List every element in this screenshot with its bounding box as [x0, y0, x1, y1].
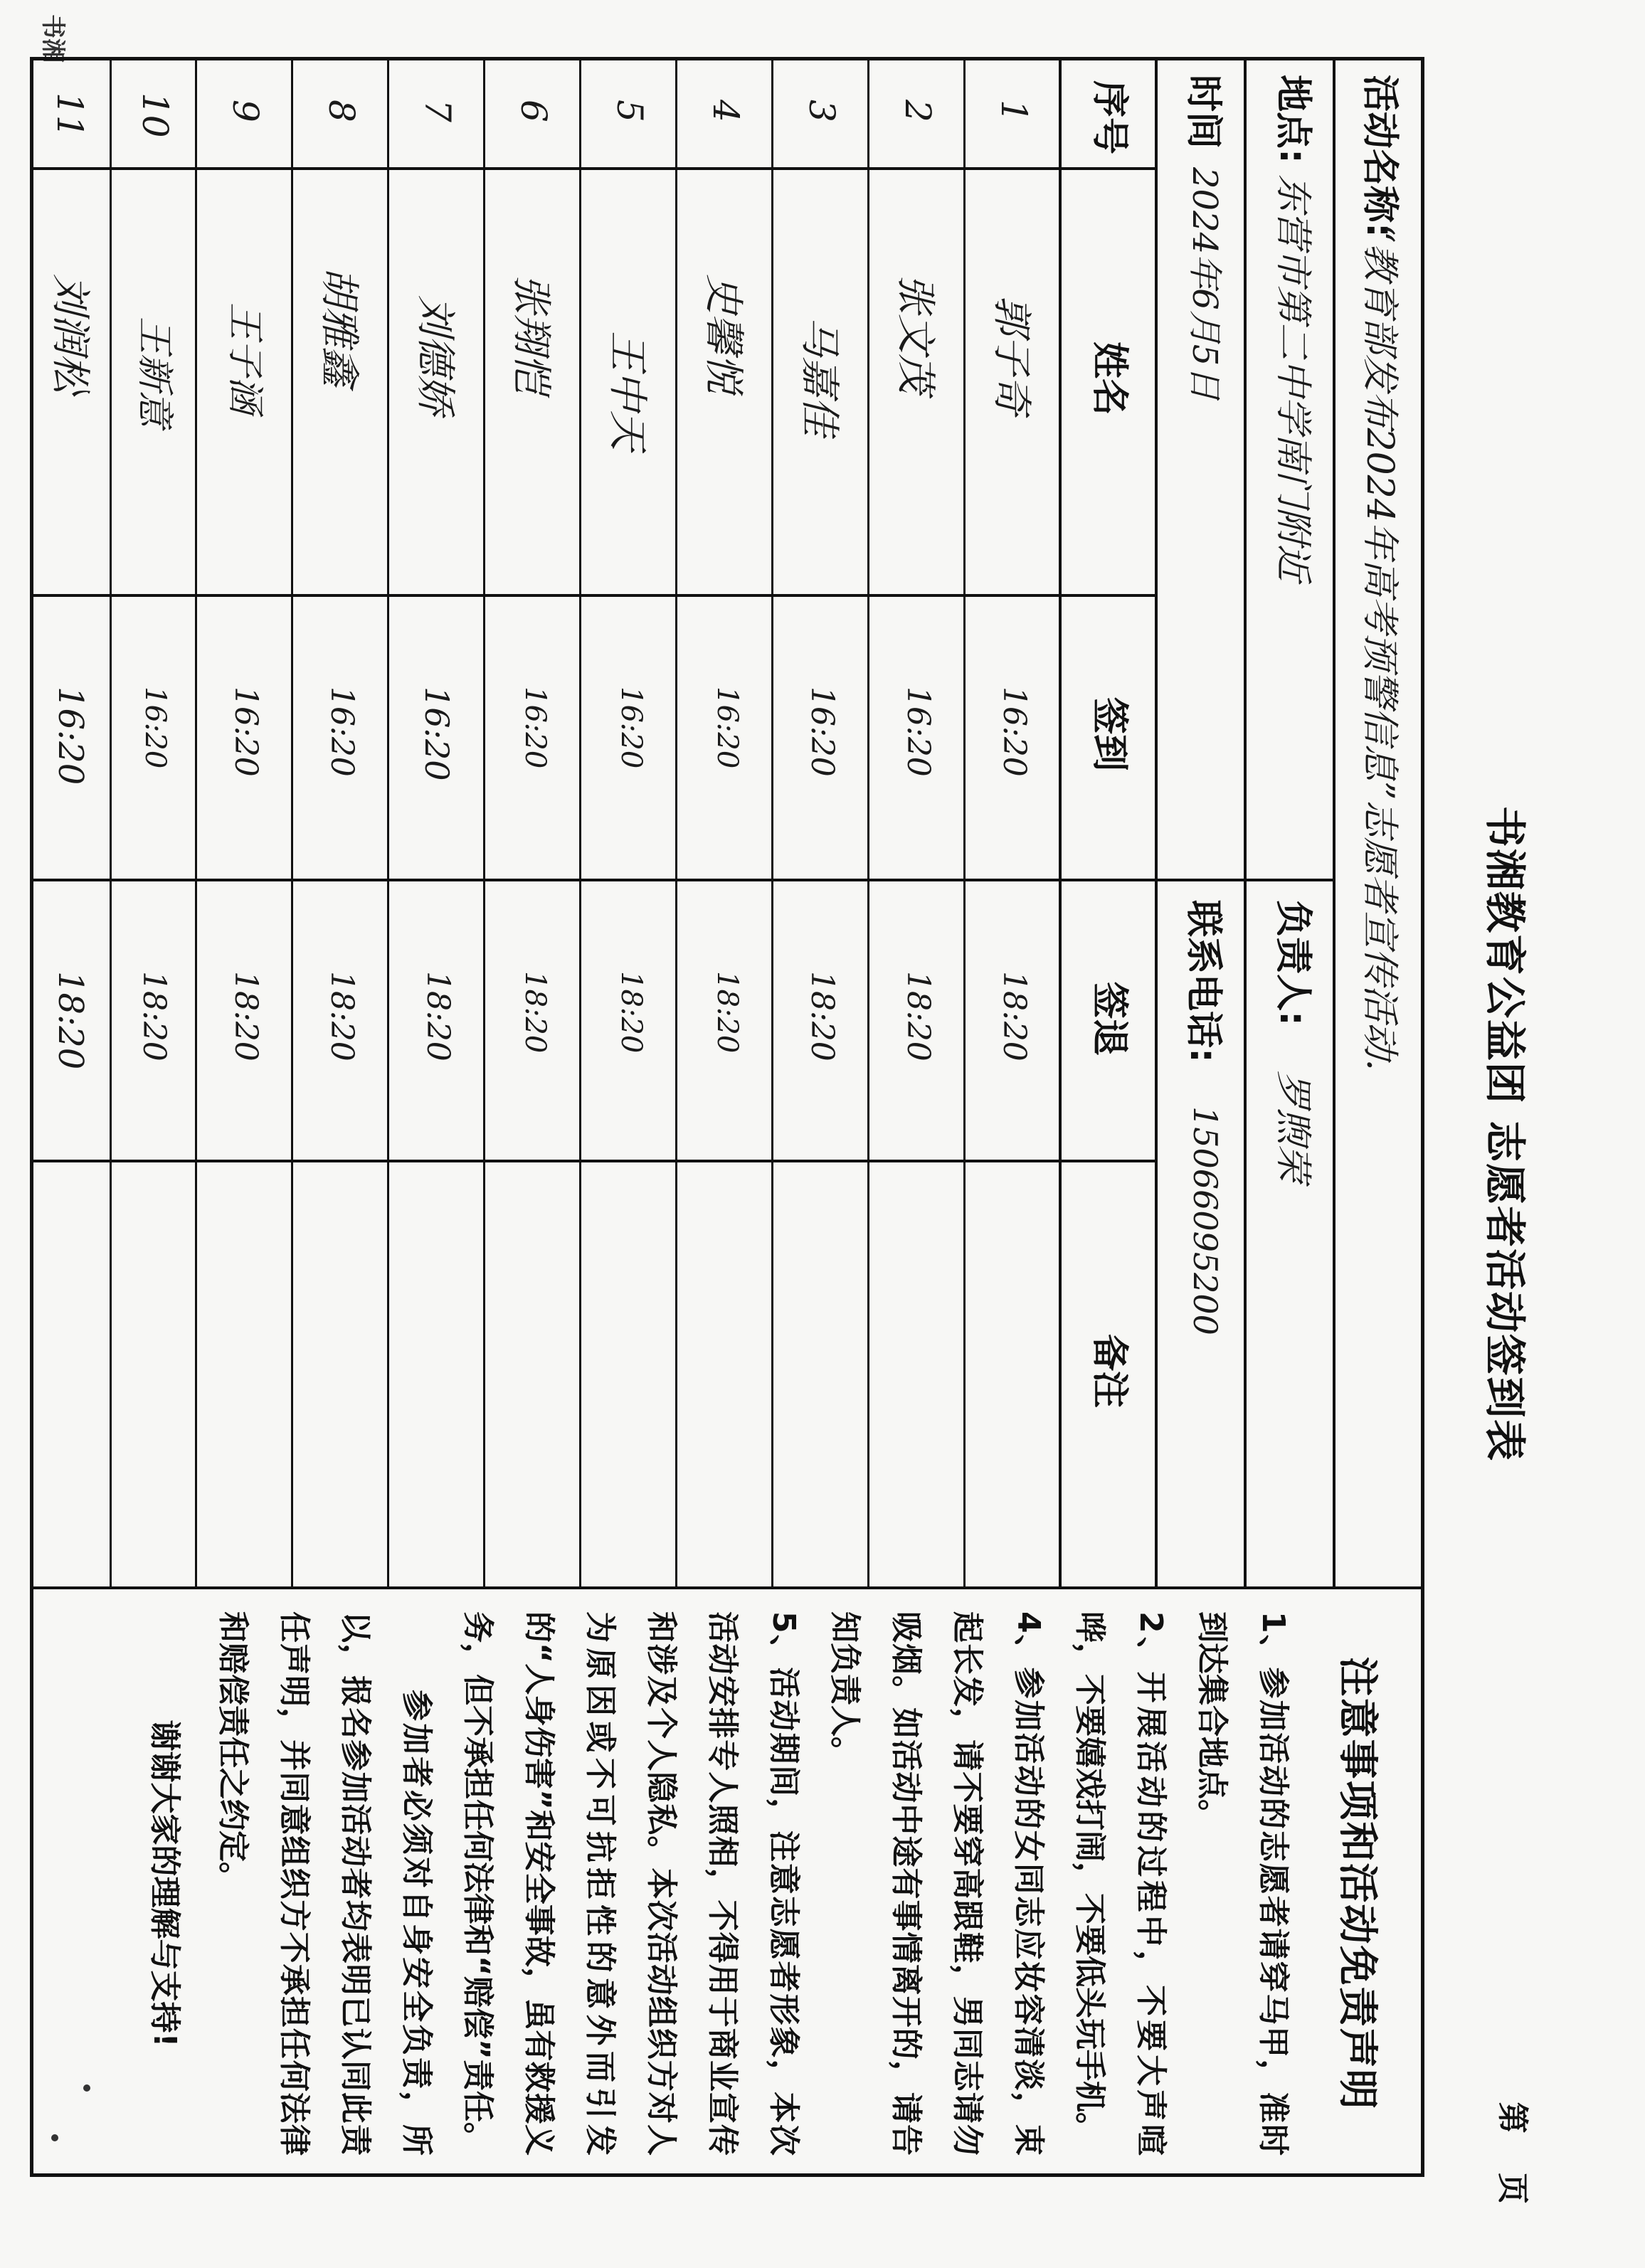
- row-name: 王子涵: [223, 302, 266, 414]
- document-title: 书湘教育公益团 志愿者活动签到表: [1481, 805, 1529, 1463]
- row-signin: 16:20: [324, 687, 360, 777]
- row-no: 3: [801, 100, 842, 122]
- row-signin: 16:20: [900, 687, 936, 777]
- row-no: 10: [134, 92, 176, 138]
- notice-title: 注意事项和活动免责声明: [1334, 1656, 1380, 2111]
- row-signout: 18:20: [900, 971, 936, 1061]
- notice-thanks: 谢谢大家的理解与支持!: [147, 1719, 183, 2047]
- row-signout: 18:20: [519, 971, 551, 1054]
- activity-label: 活动名称:: [1358, 75, 1401, 238]
- row-name: 史馨悦: [700, 274, 746, 393]
- row-name: 张文茂: [892, 274, 938, 393]
- phone-label: 联系电话:: [1182, 900, 1225, 1063]
- phone-value: 15066095200: [1186, 1106, 1225, 1335]
- row-name: 胡雅鑫: [316, 267, 362, 386]
- row-signout: 18:20: [804, 971, 840, 1061]
- row-signin: 16:20: [804, 687, 840, 777]
- row-signin: 16:20: [139, 687, 171, 769]
- corner-logo: 书湘: [38, 14, 67, 63]
- row-signin: 16:20: [418, 687, 456, 781]
- col-header-signin: 签到: [1088, 697, 1131, 772]
- notice-item: 1、参加活动的志愿者请穿马甲，准时到达集合地点。: [1194, 1611, 1291, 2156]
- row-no: 2: [897, 100, 938, 122]
- row-no: 4: [705, 100, 746, 122]
- leader-value: 罗煦荣: [1271, 1071, 1314, 1182]
- scan-speck: [51, 2134, 58, 2141]
- row-no: 9: [225, 100, 266, 122]
- col-header-no: 序号: [1088, 80, 1131, 155]
- row-signout: 18:20: [136, 971, 172, 1061]
- row-signout: 18:20: [420, 971, 456, 1061]
- page-number-label: 第 页: [1494, 2102, 1530, 2218]
- place-label: 地点:: [1271, 75, 1314, 164]
- row-name: 王新意: [133, 317, 176, 428]
- row-signin: 16:20: [996, 687, 1032, 777]
- row-signout: 18:20: [996, 971, 1032, 1061]
- row-no: 6: [513, 100, 554, 122]
- row-signin: 16:20: [228, 687, 264, 777]
- row-signout: 18:20: [228, 971, 264, 1061]
- row-signin: 16:20: [51, 687, 90, 785]
- notice-item: 4、参加活动的女同志应妆容清淡，束起长发，请不要穿高跟鞋，男同志请勿吸烟。如活动中途有事情离开的，请告知负责人。: [827, 1611, 1047, 2156]
- col-header-signout: 签退: [1088, 982, 1131, 1056]
- row-name: 郭子奇: [988, 295, 1035, 415]
- row-name: 刘润松: [47, 274, 93, 393]
- notice-panel: [30, 1583, 1424, 2177]
- row-signout: 18:20: [51, 971, 90, 1070]
- row-signin: 16:20: [519, 687, 551, 769]
- row-name: 刘德娇: [412, 295, 458, 415]
- row-no: 11: [49, 92, 90, 138]
- leader-label: 负责人:: [1271, 900, 1314, 1026]
- row-signout: 18:20: [711, 971, 744, 1054]
- row-name: 王中天: [604, 331, 650, 450]
- time-value: 2024年6月5日: [1185, 167, 1225, 401]
- row-name: 马嘉佳: [796, 317, 842, 436]
- row-signout: 18:20: [615, 971, 647, 1054]
- col-header-note: 备注: [1088, 1334, 1131, 1409]
- row-signout: 18:20: [324, 971, 360, 1061]
- notice-item: 5、活动期间，注意志愿者形象，本次活动安排专人照相，不得用于商业宣传和涉及个人隐私。本次活动组织方对人为原因或不可抗拒性的意外而引发的“人身伤害”和安全事故，虽有救援义务，但不承担任何法律和“赔偿”责任。: [460, 1611, 802, 2156]
- row-no: 8: [321, 100, 362, 122]
- row-no: 7: [417, 100, 458, 122]
- row-no: 1: [993, 100, 1035, 122]
- row-signin: 16:20: [615, 687, 647, 769]
- place-value: 东营市第二中学南门附近: [1271, 174, 1314, 582]
- time-label: 时间: [1182, 75, 1225, 149]
- col-header-name: 姓名: [1088, 341, 1131, 416]
- notice-closing: 参加者必须对自身安全负责，所以，报名参加活动者均表明已认同此责任声明，并同意组织方不承担任何法律和赔偿责任之约定。: [215, 1611, 435, 2156]
- row-no: 5: [609, 100, 650, 122]
- row-name: 张翔恺: [508, 274, 554, 393]
- scan-speck: [83, 2084, 90, 2092]
- notice-item: 2、开展活动的过程中，不要大声喧哗，不要嬉戏打闹，不要低头玩手机。: [1072, 1611, 1169, 2156]
- row-signin: 16:20: [711, 687, 744, 769]
- activity-value: “教育部发布2024年高考预警信息”志愿者宣传活动.: [1358, 224, 1401, 1071]
